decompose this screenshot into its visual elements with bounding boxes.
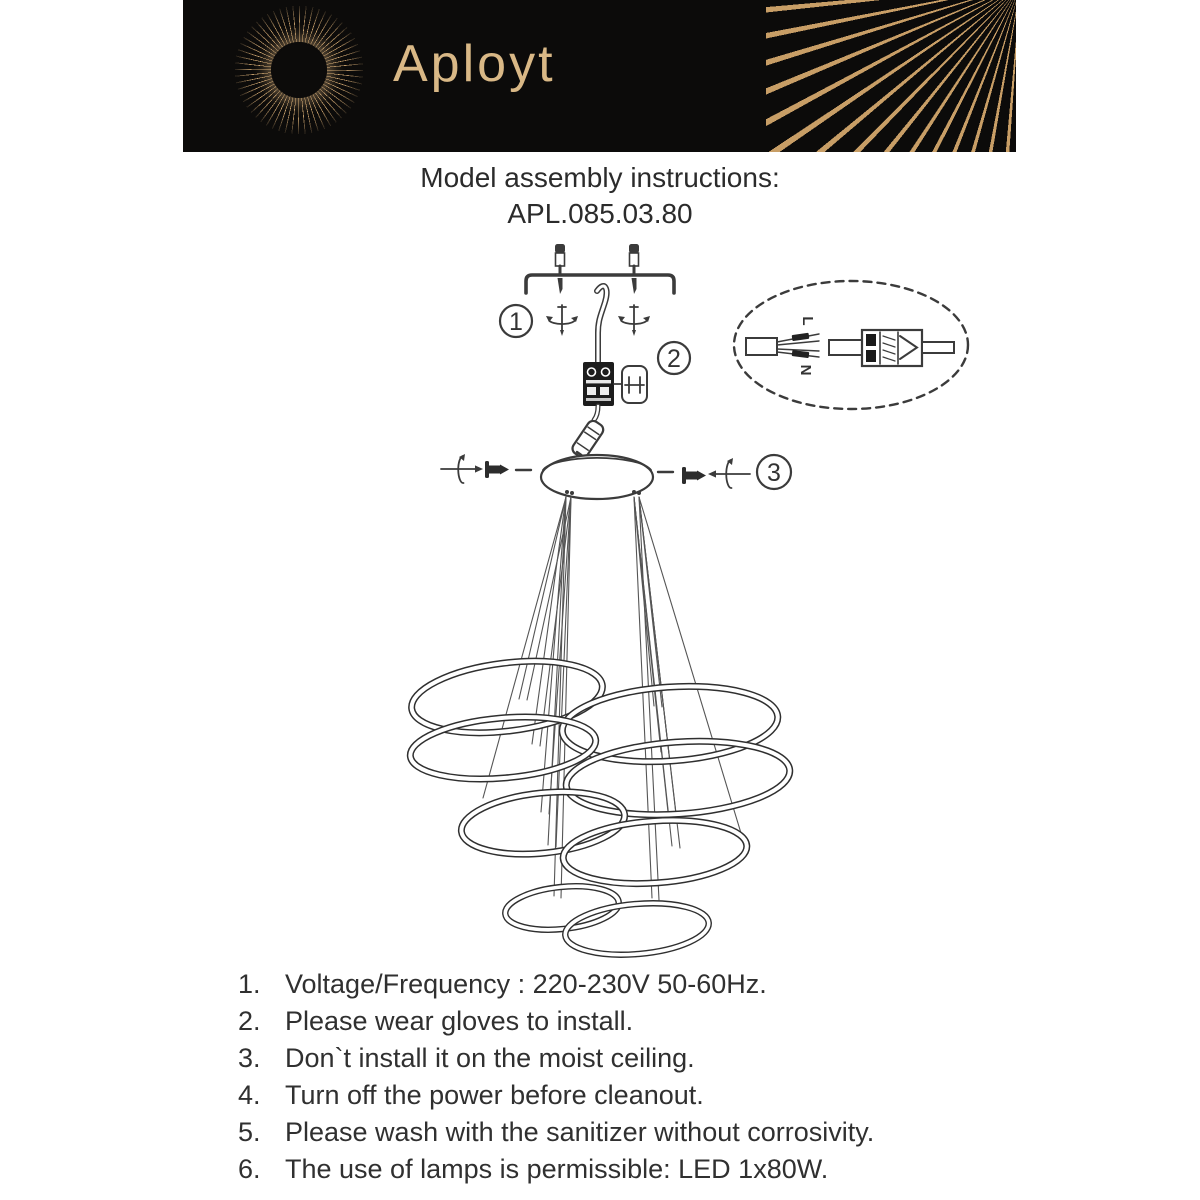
model-number: APL.085.03.80 xyxy=(507,198,693,229)
ring-tier-3 xyxy=(458,785,749,890)
item-number: 5. xyxy=(238,1117,261,1147)
list-item xyxy=(238,1151,1058,1188)
step-2-label: 2 xyxy=(667,345,681,373)
item-text: Turn off the power before cleanout. xyxy=(285,1080,704,1110)
item-number: 3. xyxy=(238,1043,261,1073)
ring-tier-4 xyxy=(503,881,711,960)
item-text: The use of lamps is permissible: LED 1x80W. xyxy=(285,1154,829,1184)
step-1-label: 1 xyxy=(509,308,523,336)
screw-rotation-icon xyxy=(546,305,578,336)
mounting-screw-icon xyxy=(485,461,509,478)
item-number: 4. xyxy=(238,1080,261,1110)
item-text: Voltage/Frequency : 220-230V 50-60Hz. xyxy=(285,969,767,999)
instruction-list xyxy=(238,966,1058,1188)
strain-relief-connector xyxy=(570,406,605,462)
list-item xyxy=(238,966,1058,1003)
list-item xyxy=(238,1003,1058,1040)
page-title: Model assembly instructions: xyxy=(420,162,780,193)
brand-name: Aployt xyxy=(393,35,556,93)
terminal-block xyxy=(583,362,614,406)
item-text: Don`t install it on the moist ceiling. xyxy=(285,1043,695,1073)
step-1-badge xyxy=(500,305,532,337)
item-text: Please wear gloves to install. xyxy=(285,1006,634,1036)
ring-tier-2 xyxy=(408,710,792,822)
step-3-label: 3 xyxy=(767,459,781,487)
mounting-screw-icon xyxy=(682,467,706,484)
list-item xyxy=(238,1114,1058,1151)
item-number: 6. xyxy=(238,1154,261,1184)
step-3-badge xyxy=(757,455,791,489)
rotation-arrow-icon xyxy=(708,458,750,488)
step-2-badge xyxy=(658,342,690,374)
item-number: 2. xyxy=(238,1006,261,1036)
wire-label-n: N xyxy=(797,364,814,376)
list-item xyxy=(238,1077,1058,1114)
power-cable xyxy=(597,286,607,362)
rotation-arrow-icon xyxy=(441,454,483,483)
cable-clamp-box xyxy=(614,366,647,403)
wire-label-l: L xyxy=(799,316,816,326)
screw-rotation-icon xyxy=(618,305,650,336)
item-text: Please wash with the sanitizer without corrosivity. xyxy=(285,1117,875,1147)
list-item xyxy=(238,1040,1058,1077)
item-number: 1. xyxy=(238,969,261,999)
wiring-detail-oval xyxy=(734,281,968,409)
ceiling-canopy xyxy=(541,455,653,499)
